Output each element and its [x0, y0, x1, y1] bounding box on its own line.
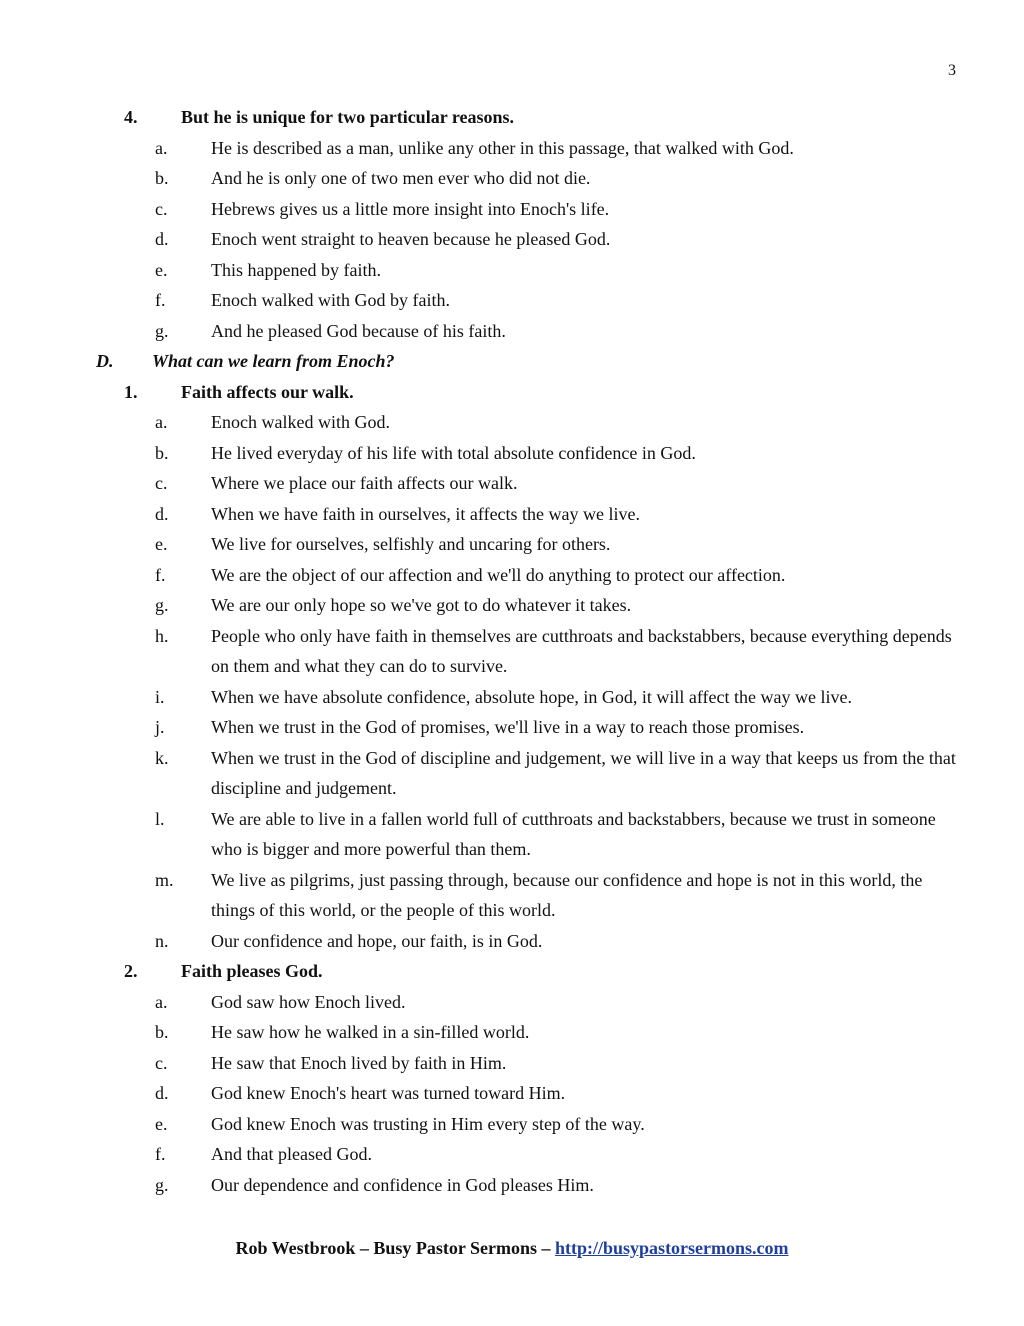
- outline-item: [0, 1048, 1024, 1079]
- outline-text: What can we learn from Enoch?: [152, 351, 395, 371]
- outline-text: Where we place our faith affects our walk.: [211, 473, 518, 493]
- outline-label: a.: [155, 412, 168, 432]
- outline-item: [0, 1170, 1024, 1201]
- outline-item: [0, 621, 1024, 682]
- outline-item: [0, 255, 1024, 286]
- outline-text: He saw that Enoch lived by faith in Him.: [211, 1052, 507, 1073]
- outline-label: d.: [155, 229, 169, 249]
- outline-label: d.: [155, 1083, 169, 1103]
- outline-text: We live as pilgrims, just passing through, because our confidence and hope is not in this world, the things of this world, or the people of this world.: [211, 869, 923, 920]
- outline-text: He is described as a man, unlike any other in this passage, that walked with God.: [211, 137, 794, 158]
- outline-label: i.: [155, 686, 165, 707]
- outline-label: k.: [155, 747, 169, 768]
- outline-text: And that pleased God.: [211, 1144, 372, 1164]
- outline-label: l.: [155, 808, 165, 829]
- outline-label: f.: [155, 1144, 166, 1164]
- outline-text: We are able to live in a fallen world full of cutthroats and backstabbers, because we trust in someone who is bigger and more powerful than them.: [211, 808, 936, 859]
- page-number: 3: [948, 62, 956, 79]
- outline-label: b.: [155, 168, 169, 188]
- outline-label: n.: [155, 930, 169, 951]
- outline-label: e.: [155, 534, 168, 554]
- footer-link[interactable]: http://busypastorsermons.com: [555, 1238, 789, 1258]
- outline-text: Faith pleases God.: [181, 961, 323, 981]
- outline-text: And he is only one of two men ever who did not die.: [211, 168, 591, 188]
- outline-item: [0, 865, 1024, 926]
- outline-item: [0, 316, 1024, 347]
- outline-text: People who only have faith in themselves are cutthroats and backstabbers, because everything depends on them and what they can do to survive.: [211, 625, 952, 676]
- page-footer: [0, 1238, 1024, 1259]
- outline-section: [0, 346, 1024, 377]
- outline-text: Enoch went straight to heaven because he pleased God.: [211, 229, 611, 249]
- outline-text: Enoch walked with God by faith.: [211, 290, 450, 310]
- outline-label: m.: [155, 869, 174, 890]
- outline-label: f.: [155, 564, 166, 585]
- outline-item: [0, 804, 1024, 865]
- outline-item: [0, 194, 1024, 225]
- outline-label: c.: [155, 1052, 168, 1073]
- outline-label: f.: [155, 290, 166, 310]
- outline-label: 1.: [124, 381, 138, 402]
- outline-label: g.: [155, 595, 169, 615]
- outline-item: [0, 987, 1024, 1018]
- footer-author: Rob Westbrook – Busy Pastor Sermons –: [235, 1238, 556, 1258]
- outline-label: b.: [155, 1022, 169, 1042]
- outline-item: [0, 926, 1024, 957]
- sermon-outline: [0, 102, 1024, 1200]
- outline-text: God saw how Enoch lived.: [211, 991, 406, 1012]
- outline-item: [0, 712, 1024, 743]
- outline-text: Our dependence and confidence in God pleases Him.: [211, 1174, 594, 1195]
- outline-label: h.: [155, 625, 169, 646]
- outline-text: Our confidence and hope, our faith, is in God.: [211, 930, 543, 951]
- outline-label: c.: [155, 198, 168, 219]
- outline-label: c.: [155, 473, 168, 493]
- outline-label: D.: [96, 351, 114, 371]
- outline-text: When we trust in the God of discipline and judgement, we will live in a way that keeps us from the that discipline and judgement.: [211, 747, 956, 798]
- outline-item: [0, 1017, 1024, 1048]
- outline-text: This happened by faith.: [211, 259, 381, 280]
- outline-item: [0, 1139, 1024, 1170]
- outline-item: [0, 529, 1024, 560]
- outline-text: Enoch walked with God.: [211, 412, 390, 432]
- outline-label: 4.: [124, 107, 138, 127]
- outline-text: When we have faith in ourselves, it affects the way we live.: [211, 503, 641, 524]
- outline-text: We live for ourselves, selfishly and uncaring for others.: [211, 534, 611, 554]
- outline-label: j.: [155, 717, 165, 737]
- outline-label: 2.: [124, 961, 138, 981]
- outline-text: He lived everyday of his life with total absolute confidence in God.: [211, 442, 696, 463]
- outline-label: d.: [155, 503, 169, 524]
- outline-label: b.: [155, 442, 169, 463]
- outline-item: [0, 743, 1024, 804]
- outline-item: [0, 285, 1024, 316]
- outline-text: When we have absolute confidence, absolute hope, in God, it will affect the way we live.: [211, 686, 852, 707]
- outline-label: g.: [155, 1174, 169, 1195]
- outline-text: But he is unique for two particular reasons.: [181, 107, 515, 127]
- outline-label: a.: [155, 991, 168, 1012]
- outline-item: [0, 682, 1024, 713]
- outline-item: [0, 560, 1024, 591]
- outline-text: And he pleased God because of his faith.: [211, 320, 506, 341]
- outline-item: [0, 224, 1024, 255]
- outline-text: God knew Enoch was trusting in Him every step of the way.: [211, 1113, 645, 1134]
- outline-label: e.: [155, 1113, 168, 1134]
- outline-item: [0, 407, 1024, 438]
- outline-item: [0, 1109, 1024, 1140]
- outline-item: [0, 438, 1024, 469]
- outline-heading: [0, 956, 1024, 987]
- outline-item: [0, 163, 1024, 194]
- outline-item: [0, 1078, 1024, 1109]
- outline-label: e.: [155, 259, 168, 280]
- outline-item: [0, 133, 1024, 164]
- outline-text: When we trust in the God of promises, we'll live in a way to reach those promises.: [211, 717, 805, 737]
- outline-text: We are our only hope so we've got to do whatever it takes.: [211, 595, 632, 615]
- outline-label: a.: [155, 137, 168, 158]
- outline-text: God knew Enoch's heart was turned toward Him.: [211, 1083, 566, 1103]
- outline-text: He saw how he walked in a sin-filled world.: [211, 1022, 530, 1042]
- outline-item: [0, 590, 1024, 621]
- outline-heading: [0, 377, 1024, 408]
- outline-label: g.: [155, 320, 169, 341]
- outline-heading: [0, 102, 1024, 133]
- outline-item: [0, 468, 1024, 499]
- outline-text: Faith affects our walk.: [181, 381, 354, 402]
- outline-text: We are the object of our affection and we'll do anything to protect our affection.: [211, 564, 786, 585]
- outline-text: Hebrews gives us a little more insight into Enoch's life.: [211, 198, 610, 219]
- outline-item: [0, 499, 1024, 530]
